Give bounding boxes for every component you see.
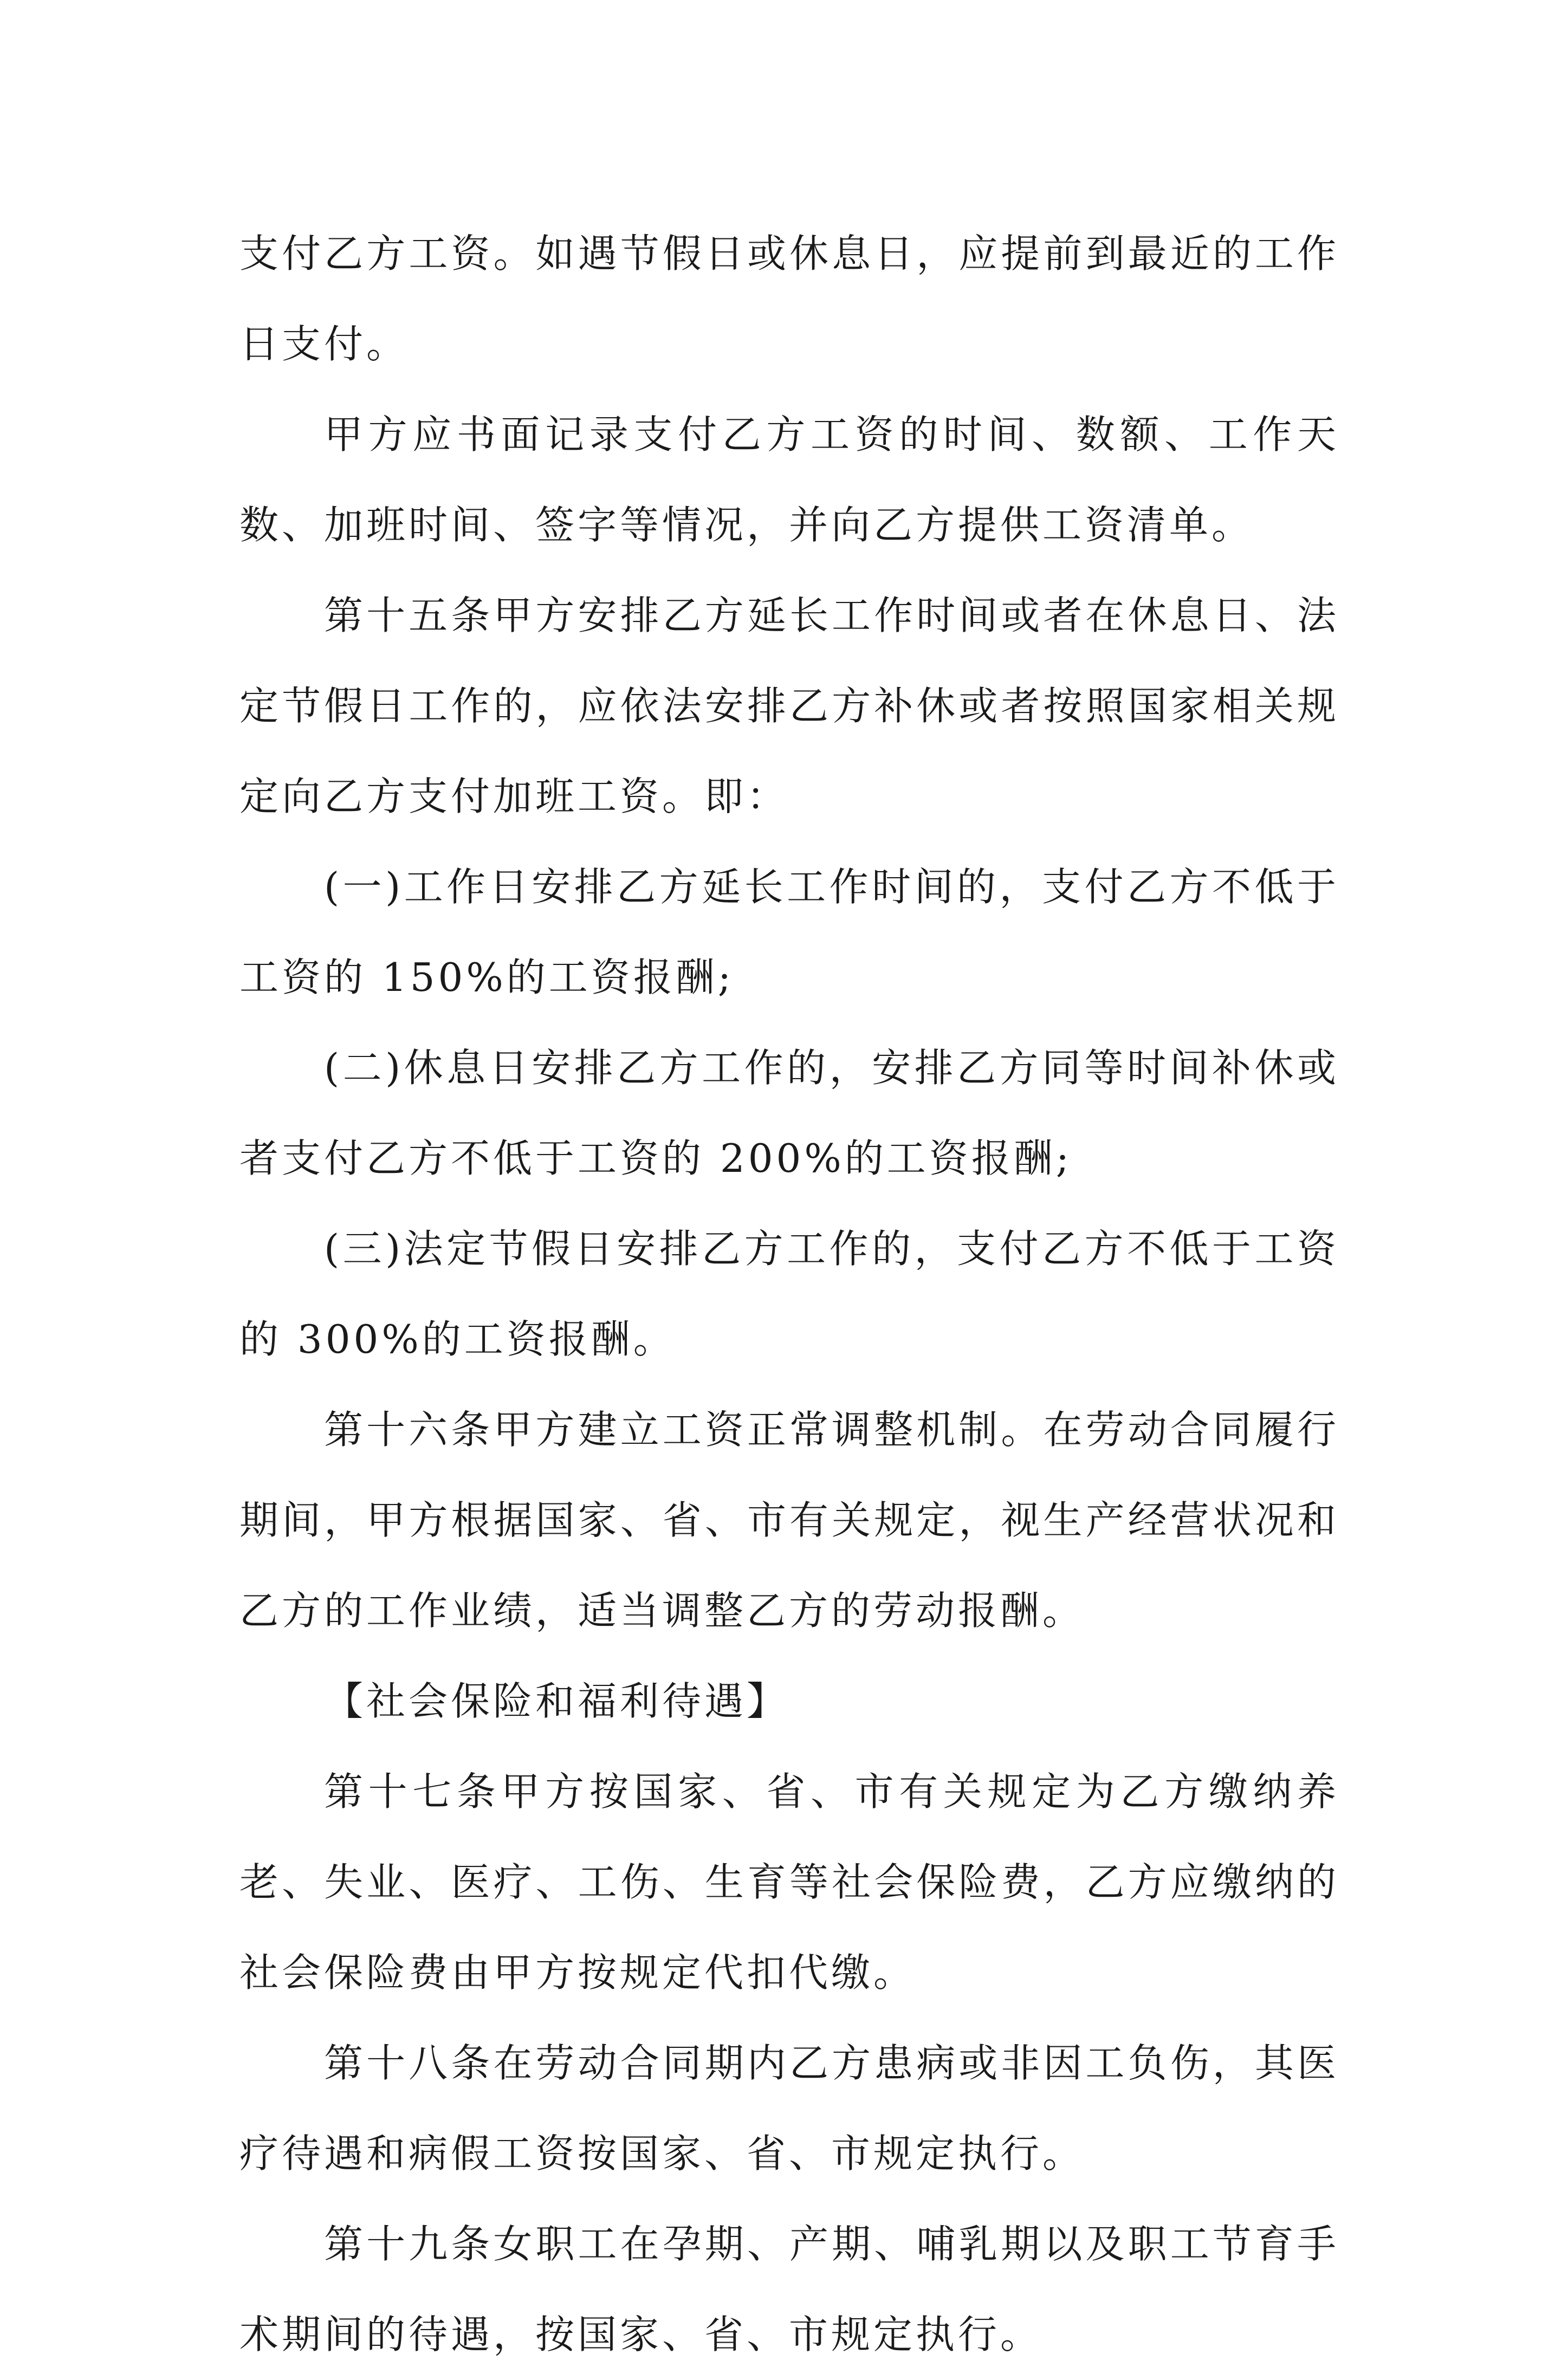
paragraph-item-2: (二)休息日安排乙方工作的，安排乙方同等时间补休或者支付乙方不低于工资的 200%的工资报酬;	[239, 1045, 1339, 1181]
document-body	[239, 209, 1339, 2380]
paragraph-item-1: (一)工作日安排乙方延长工作时间的，支付乙方不低于工资的 150%的工资报酬;	[239, 864, 1339, 1000]
paragraph-article-18: 第十八条在劳动合同期内乙方患病或非因工负伤，其医疗待遇和病假工资按国家、省、市规定执行。	[239, 2040, 1339, 2176]
paragraph-wage-payment-continued: 支付乙方工资。如遇节假日或休息日，应提前到最近的工作日支付。	[239, 231, 1339, 367]
paragraph-article-19: 第十九条女职工在孕期、产期、哺乳期以及职工节育手术期间的待遇，按国家、省、市规定执行。	[239, 2221, 1339, 2357]
section-heading-social-insurance: 【社会保险和福利待遇】	[324, 1678, 789, 1724]
paragraph-wage-records: 甲方应书面记录支付乙方工资的时间、数额、工作天数、加班时间、签字等情况，并向乙方提供工资清单。	[239, 412, 1339, 548]
paragraph-article-17: 第十七条甲方按国家、省、市有关规定为乙方缴纳养老、失业、医疗、工伤、生育等社会保险费，乙方应缴纳的社会保险费由甲方按规定代扣代缴。	[239, 1769, 1339, 1995]
paragraph-item-3: (三)法定节假日安排乙方工作的，支付乙方不低于工资的 300%的工资报酬。	[239, 1226, 1339, 1362]
paragraph-article-16: 第十六条甲方建立工资正常调整机制。在劳动合同履行期间，甲方根据国家、省、市有关规定，视生产经营状况和乙方的工作业绩，适当调整乙方的劳动报酬。	[239, 1407, 1339, 1633]
paragraph-article-15: 第十五条甲方安排乙方延长工作时间或者在休息日、法定节假日工作的，应依法安排乙方补休或者按照国家相关规定向乙方支付加班工资。即：	[239, 593, 1339, 819]
